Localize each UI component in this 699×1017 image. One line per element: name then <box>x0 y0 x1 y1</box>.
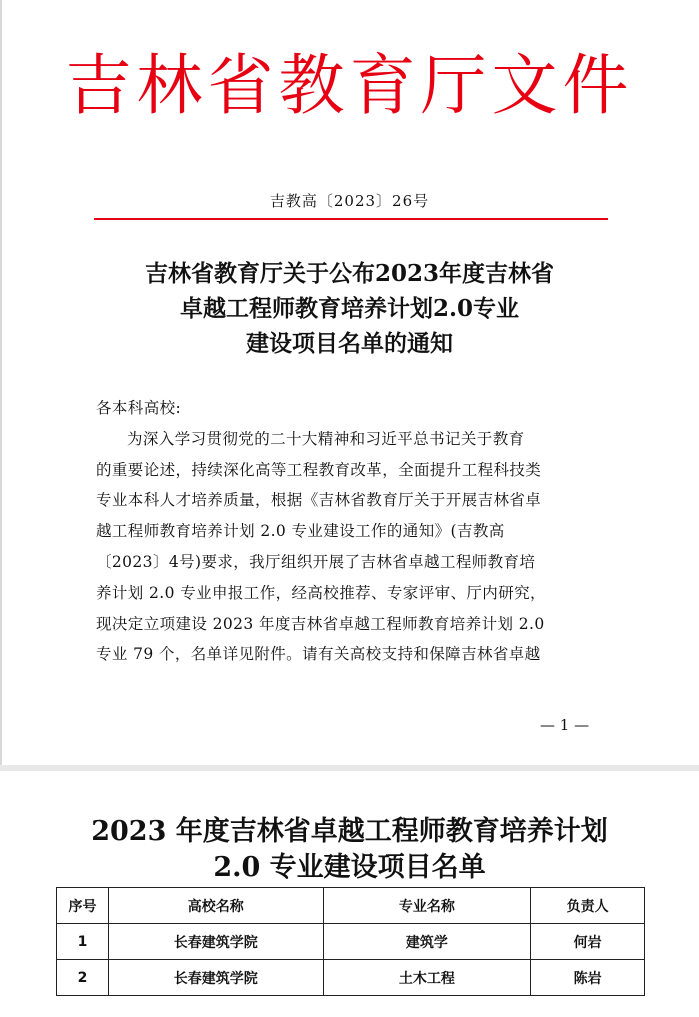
cell-university: 长春建筑学院 <box>108 924 323 960</box>
cell-major: 建筑学 <box>323 924 531 960</box>
attachment-title <box>0 814 699 886</box>
notice-title-line: 吉林省教育厅关于公布2023年度吉林省 <box>144 260 554 287</box>
document-number: 吉教高〔2023〕26号 <box>269 192 430 210</box>
cell-lead: 何岩 <box>531 924 645 960</box>
notice-title-line: 建设项目名单的通知 <box>246 330 453 357</box>
cell-lead: 陈岩 <box>531 960 645 996</box>
salutation: 各本科高校: <box>96 399 182 417</box>
body-line: 〔2023〕4号)要求，我厅组织开展了吉林省卓越工程师教育培 <box>96 552 536 571</box>
body-line: 越工程师教育培养计划 2.0 专业建设工作的通知》(吉教高 <box>96 522 505 541</box>
notice-body <box>96 393 618 670</box>
column-header-lead: 负责人 <box>531 888 645 924</box>
column-header-major: 专业名称 <box>323 888 531 924</box>
column-header-university: 高校名称 <box>108 888 323 924</box>
project-list-table <box>56 887 645 996</box>
attachment-title-line: 2023 年度吉林省卓越工程师教育培养计划 <box>91 816 608 847</box>
table-row <box>57 924 645 960</box>
cell-university: 长春建筑学院 <box>108 960 323 996</box>
body-paragraph <box>96 424 618 670</box>
body-line: 专业本科人才培养质量，根据《吉林省教育厅关于开展吉林省卓 <box>96 491 542 510</box>
body-line: 养计划 2.0 专业申报工作，经高校推荐、专家评审、厅内研究， <box>96 583 546 602</box>
page-break <box>0 765 699 771</box>
notice-title-line: 卓越工程师教育培养计划2.0专业 <box>179 295 519 322</box>
attachment-title-line: 2.0 专业建设项目名单 <box>213 852 486 883</box>
cell-major: 土木工程 <box>323 960 531 996</box>
column-header-index: 序号 <box>57 888 109 924</box>
cell-index: 2 <box>57 960 109 996</box>
red-divider <box>94 218 608 220</box>
body-line: 现决定立项建设 2023 年度吉林省卓越工程师教育培养计划 2.0 <box>96 614 545 633</box>
cell-index: 1 <box>57 924 109 960</box>
page-number: — 1 — <box>540 716 590 734</box>
issuer-header: 吉林省教育厅文件 <box>65 47 634 124</box>
table-row <box>57 960 645 996</box>
table-header-row <box>57 888 645 924</box>
body-line: 为深入学习贯彻党的二十大精神和习近平总书记关于教育 <box>127 429 525 448</box>
notice-title <box>0 256 699 361</box>
body-line: 专业 79 个，名单详见附件。请有关高校支持和保障吉林省卓越 <box>96 645 541 664</box>
body-line: 的重要论述，持续深化高等工程教育改革，全面提升工程科技类 <box>96 460 542 479</box>
